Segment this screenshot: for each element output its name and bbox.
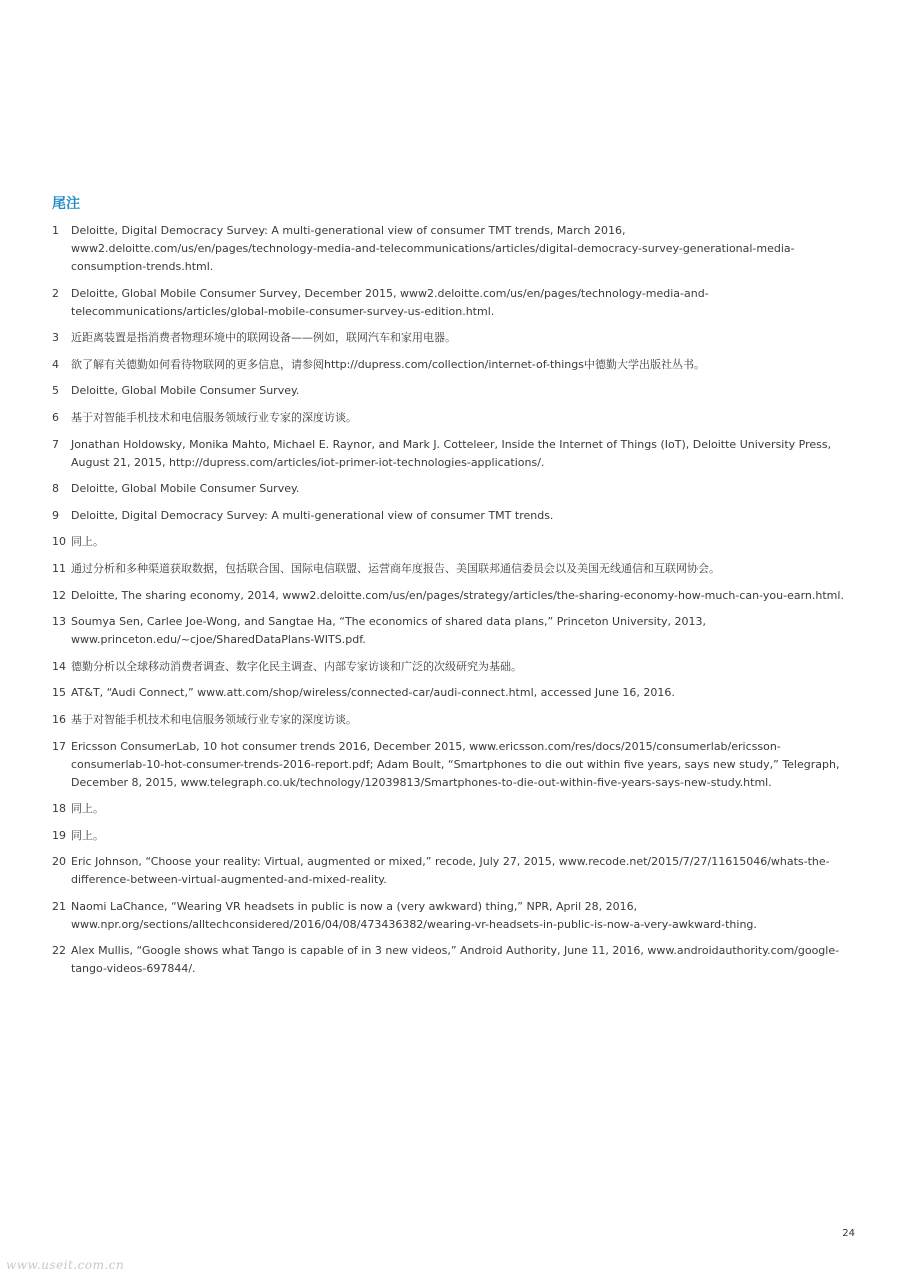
endnote-text: 德勤分析以全球移动消费者调查、数字化民主调查、内部专家访谈和广泛的次级研究为基础。: [71, 659, 522, 673]
endnote-number: 22: [52, 944, 66, 958]
endnote-item: [52, 658, 852, 676]
endnotes-list: [52, 222, 852, 987]
endnote-text: Deloitte, Global Mobile Consumer Survey.: [71, 384, 300, 398]
endnote-number: 5: [52, 384, 59, 398]
endnote-text: Deloitte, Digital Democracy Survey: A multi-generational view of consumer TMT trends.: [71, 508, 554, 522]
endnote-item: [52, 560, 852, 578]
endnote-text: 同上。: [71, 535, 104, 549]
endnote-item: [52, 711, 852, 729]
endnote-item: [52, 222, 852, 276]
endnote-text: Alex Mullis, “Google shows what Tango is capable of in 3 new videos,” Android Authority, June 11, 2016, www.androidauthority.com/google-tango-videos-697844/.: [71, 944, 840, 976]
endnote-number: 3: [52, 331, 59, 345]
endnote-text: Soumya Sen, Carlee Joe-Wong, and Sangtae Ha, “The economics of shared data plans,” Princeton University, 2013, www.princeton.edu/~cjoe/SharedDataPlans-WITS.pdf.: [71, 615, 707, 647]
endnote-item: [52, 684, 852, 702]
endnote-text: 欲了解有关德勤如何看待物联网的更多信息，请参阅http://dupress.com/collection/internet-of-things中德勤大学出版社丛书。: [71, 357, 705, 371]
endnote-number: 8: [52, 482, 59, 496]
endnote-text: Deloitte, Digital Democracy Survey: A multi-generational view of consumer TMT trends, March 2016, www2.deloitte.com/us/en/pages/technology-media-and-telecommunications/articles/digital-democracy-survey-generational-media-consumption-trends.html.: [71, 224, 795, 273]
endnote-number: 12: [52, 588, 66, 602]
endnote-item: [52, 329, 852, 347]
watermark: www.useit.com.cn: [6, 1258, 125, 1272]
endnote-text: Deloitte, Global Mobile Consumer Survey, December 2015, www2.deloitte.com/us/en/pages/technology-media-and-telecommunications/articles/global-mobile-consumer-survey-us-edition.html.: [71, 286, 709, 318]
endnote-number: 15: [52, 686, 66, 700]
endnote-number: 19: [52, 828, 66, 842]
endnote-text: 基于对智能手机技术和电信服务领域行业专家的深度访谈。: [71, 712, 357, 726]
endnote-text: 同上。: [71, 828, 104, 842]
endnote-item: [52, 942, 852, 978]
endnote-number: 6: [52, 410, 59, 424]
endnote-item: [52, 533, 852, 551]
endnote-item: [52, 409, 852, 427]
endnote-item: [52, 853, 852, 889]
endnote-item: [52, 285, 852, 321]
endnote-number: 21: [52, 899, 66, 913]
endnote-item: [52, 382, 852, 400]
endnote-number: 18: [52, 802, 66, 816]
endnote-text: 基于对智能手机技术和电信服务领域行业专家的深度访谈。: [71, 410, 357, 424]
endnote-item: [52, 738, 852, 792]
endnote-number: 4: [52, 357, 59, 371]
endnote-number: 14: [52, 659, 66, 673]
endnote-number: 10: [52, 535, 66, 549]
endnote-number: 20: [52, 855, 66, 869]
endnotes-heading: 尾注: [52, 196, 80, 212]
endnote-text: 同上。: [71, 802, 104, 816]
endnote-number: 11: [52, 561, 66, 575]
endnote-item: [52, 356, 852, 374]
endnote-item: [52, 800, 852, 818]
endnote-number: 7: [52, 437, 59, 451]
endnote-item: [52, 507, 852, 525]
endnote-text: 近距离装置是指消费者物理环境中的联网设备——例如，联网汽车和家用电器。: [71, 331, 456, 345]
endnote-text: Deloitte, The sharing economy, 2014, www2.deloitte.com/us/en/pages/strategy/articles/the-sharing-economy-how-much-can-you-earn.html.: [71, 588, 844, 602]
endnote-number: 16: [52, 712, 66, 726]
endnote-number: 1: [52, 224, 59, 237]
endnote-item: [52, 827, 852, 845]
endnote-number: 13: [52, 615, 66, 629]
endnote-number: 2: [52, 286, 59, 300]
endnote-item: [52, 898, 852, 934]
endnote-text: Eric Johnson, “Choose your reality: Virtual, augmented or mixed,” recode, July 27, 2015, www.recode.net/2015/7/27/11615046/whats-the-difference-between-virtual-augmented-and-mixed-reality.: [71, 855, 830, 887]
endnote-text: AT&T, “Audi Connect,” www.att.com/shop/wireless/connected-car/audi-connect.html, accessed June 16, 2016.: [71, 686, 675, 700]
page-number: 24: [842, 1228, 855, 1239]
endnote-text: Jonathan Holdowsky, Monika Mahto, Michael E. Raynor, and Mark J. Cotteleer, Inside the Internet of Things (IoT), Deloitte University Press, August 21, 2015, http://dupress.com/articles/iot-primer-iot-technologies-applications/.: [71, 437, 832, 469]
endnote-text: 通过分析和多种渠道获取数据，包括联合国、国际电信联盟、运营商年度报告、美国联邦通信委员会以及美国无线通信和互联网协会。: [71, 561, 720, 575]
endnote-text: Ericsson ConsumerLab, 10 hot consumer trends 2016, December 2015, www.ericsson.com/res/docs/2015/consumerlab/ericsson-consumerlab-10-hot-consumer-trends-2016-report.pdf; Adam Boult, “Smartphones to die out within five years, says new study,” Telegraph, December 8, 2015, www.telegraph.co.uk/technology/12039813/Smartphones-to-die-out-within-five-years-says-new-study.html.: [71, 739, 840, 789]
endnote-item: [52, 587, 852, 605]
endnote-item: [52, 480, 852, 498]
endnote-text: Deloitte, Global Mobile Consumer Survey.: [71, 482, 300, 496]
endnote-number: 9: [52, 508, 59, 522]
endnote-text: Naomi LaChance, “Wearing VR headsets in public is now a (very awkward) thing,” NPR, April 28, 2016, www.npr.org/sections/alltechconsidered/2016/04/08/473436382/wearing-vr-headsets-in-public-is-now-a-very-awkward-thing.: [71, 899, 757, 931]
endnote-item: [52, 436, 852, 472]
endnote-item: [52, 613, 852, 649]
endnote-number: 17: [52, 739, 66, 753]
